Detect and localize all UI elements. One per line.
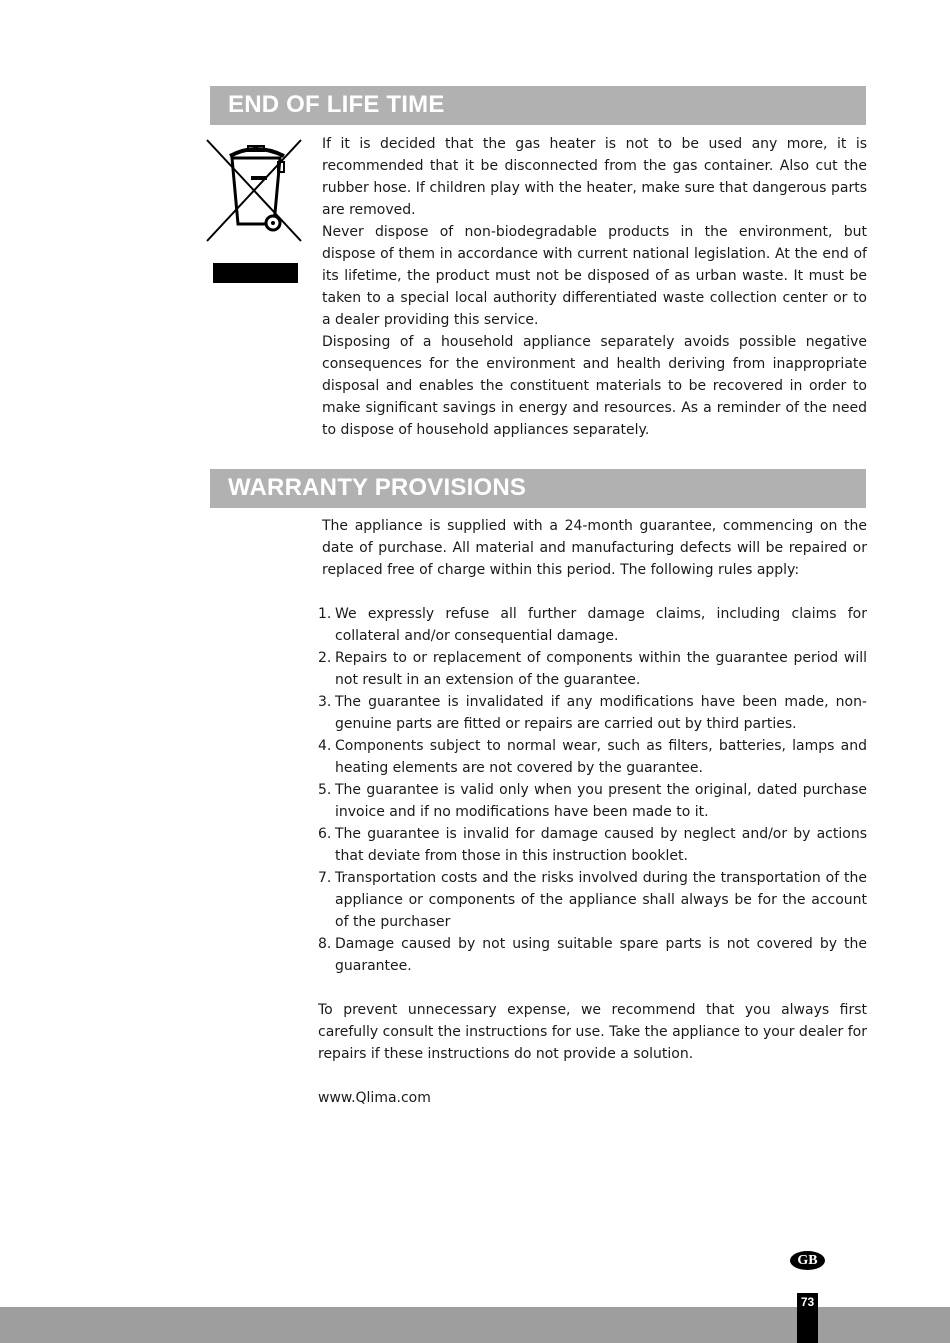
paragraph: Disposing of a household appliance separately avoids possible negative consequences for the environment and health deriving from inappropriate disposal and enables the constituent materials to be recovered in order to make significant savings in energy and resources. As a reminder of the need to dispose of household appliances separately. bbox=[322, 334, 867, 438]
list-number: 7. bbox=[318, 870, 332, 886]
list-text: Repairs to or replacement of components within the guarantee period will not result in an extension of the guarantee. bbox=[335, 650, 867, 688]
paragraph: Never dispose of non-biodegradable products in the environment, but dispose of them in accordance with current national legislation. At the end of its lifetime, the product must not be disposed of as urban waste. It must be taken to a special local authority differentiated waste collection center or to a dealer providing this service. bbox=[322, 224, 867, 328]
list-item bbox=[318, 735, 867, 779]
website-link[interactable]: www.Qlima.com bbox=[318, 1090, 431, 1106]
warranty-intro bbox=[322, 515, 867, 581]
list-number: 3. bbox=[318, 694, 332, 710]
section-header-end-of-life bbox=[210, 86, 866, 125]
section-title: END OF LIFE TIME bbox=[228, 91, 445, 118]
list-number: 8. bbox=[318, 936, 332, 952]
list-item bbox=[318, 867, 867, 933]
list-text: The guarantee is valid only when you present the original, dated purchase invoice and if no modifications have been made to it. bbox=[335, 782, 867, 820]
list-number: 4. bbox=[318, 738, 332, 754]
list-text: We expressly refuse all further damage claims, including claims for collateral and/or consequential damage. bbox=[335, 606, 867, 644]
list-text: Transportation costs and the risks involved during the transportation of the appliance or components of the appliance shall always be for the account of the purchaser bbox=[335, 870, 867, 930]
list-item bbox=[318, 779, 867, 823]
end-of-life-text bbox=[322, 133, 867, 441]
list-number: 2. bbox=[318, 650, 332, 666]
list-item bbox=[318, 691, 867, 735]
section-title: WARRANTY PROVISIONS bbox=[228, 474, 527, 501]
paragraph: If it is decided that the gas heater is not to be used any more, it is recommended that it be disconnected from the gas container. Also cut the rubber hose. If children play with the heater, make sure that dangerous parts are removed. bbox=[322, 136, 867, 218]
list-item bbox=[318, 933, 867, 977]
list-text: Damage caused by not using suitable spare parts is not covered by the guarantee. bbox=[335, 936, 867, 974]
section-header-warranty bbox=[210, 469, 866, 508]
list-text: The guarantee is invalidated if any modifications have been made, non-genuine parts are fitted or repairs are carried out by third parties. bbox=[335, 694, 867, 732]
weee-crossed-bin-icon bbox=[204, 136, 304, 286]
list-item bbox=[318, 603, 867, 647]
language-badge: GB bbox=[790, 1251, 825, 1270]
closing-paragraph: To prevent unnecessary expense, we recommend that you always first carefully consult the instructions for use. Take the appliance to your dealer for repairs if these instructions do not provide a solution. bbox=[318, 1002, 867, 1062]
warranty-rules bbox=[318, 603, 867, 1109]
list-text: Components subject to normal wear, such as filters, batteries, lamps and heating elements are not covered by the guarantee. bbox=[335, 738, 867, 776]
list-item bbox=[318, 647, 867, 691]
paragraph: The appliance is supplied with a 24-month guarantee, commencing on the date of purchase. All material and manufacturing defects will be repaired or replaced free of charge within this period. The following rules apply: bbox=[322, 518, 867, 578]
list-number: 1. bbox=[318, 606, 332, 622]
list-number: 5. bbox=[318, 782, 332, 798]
list-item bbox=[318, 823, 867, 867]
list-number: 6. bbox=[318, 826, 332, 842]
page-number: 73 bbox=[797, 1293, 818, 1343]
list-text: The guarantee is invalid for damage caused by neglect and/or by actions that deviate from those in this instruction booklet. bbox=[335, 826, 867, 864]
